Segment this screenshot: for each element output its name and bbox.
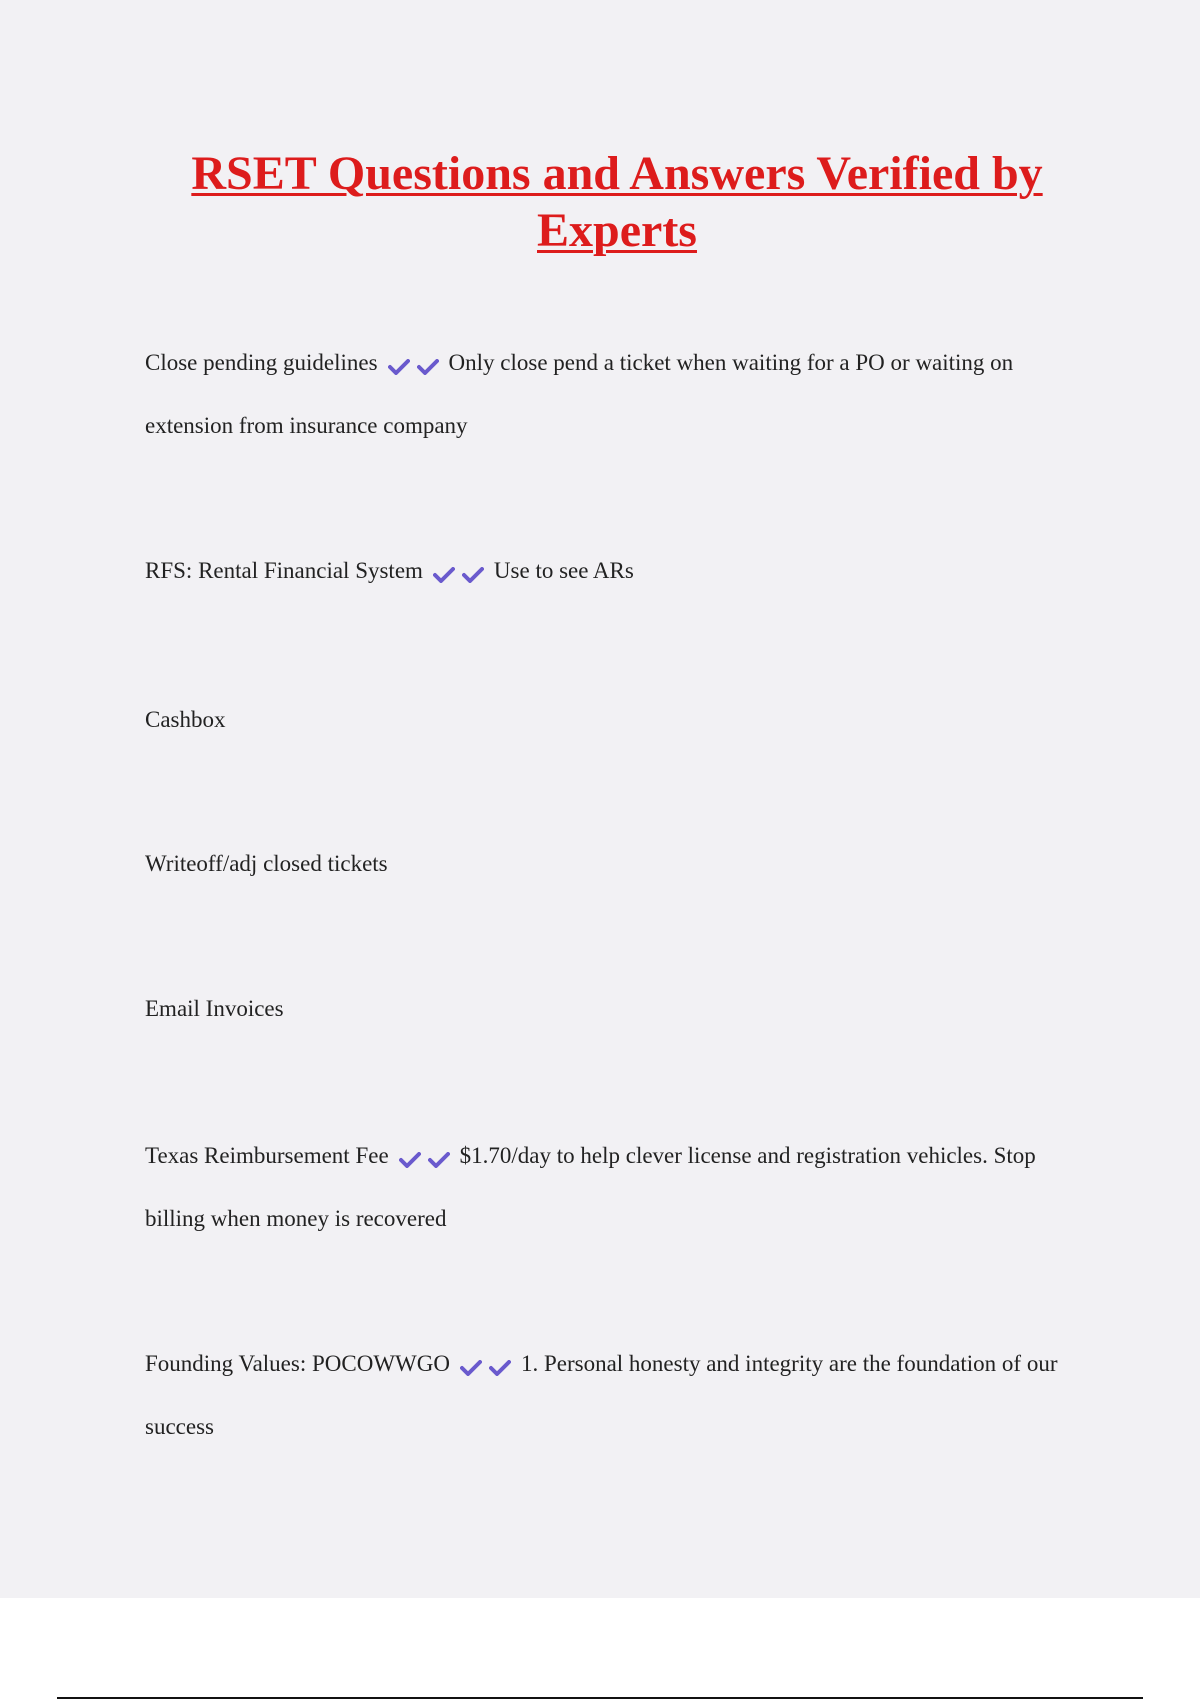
entry-term: Close pending guidelines	[145, 350, 378, 375]
page-footer-rule	[57, 1697, 1143, 1699]
verified-checkmarks	[388, 334, 446, 395]
qa-entry-texas-fee	[145, 1125, 1085, 1249]
checkmark-icon	[462, 567, 484, 583]
entry-term: Email Invoices	[145, 996, 284, 1021]
entry-answer: 1. Personal honesty and integrity are the foundation of our success	[145, 1351, 1058, 1439]
qa-entry-close-pending	[145, 332, 1085, 456]
verified-checkmarks	[399, 1127, 457, 1188]
document-title: RSET Questions and Answers Verified by Experts	[191, 147, 1043, 257]
entry-answer: Use to see ARs	[493, 558, 634, 583]
qa-entry-cashbox	[145, 689, 1085, 750]
checkmark-icon	[433, 567, 455, 583]
qa-entry-email-invoices	[145, 978, 1085, 1039]
verified-checkmarks	[433, 542, 491, 603]
entry-term: Texas Reimbursement Fee	[145, 1143, 389, 1168]
entry-term: Writeoff/adj closed tickets	[145, 851, 388, 876]
verified-checkmarks	[460, 1335, 518, 1396]
checkmark-icon	[417, 359, 439, 375]
checkmark-icon	[460, 1360, 482, 1376]
qa-entry-founding-values	[145, 1333, 1085, 1457]
checkmark-icon	[388, 359, 410, 375]
checkmark-icon	[428, 1152, 450, 1168]
checkmark-icon	[489, 1360, 511, 1376]
qa-entry-writeoff	[145, 833, 1085, 894]
checkmark-icon	[399, 1152, 421, 1168]
qa-entry-rfs	[145, 540, 1085, 603]
entry-term: Founding Values: POCOWWGO	[145, 1351, 450, 1376]
entry-term: Cashbox	[145, 707, 226, 732]
entry-answer: Only close pend a ticket when waiting for a PO or waiting on extension from insurance company	[145, 350, 1014, 438]
entry-answer: $1.70/day to help clever license and registration vehicles. Stop billing when money is recovered	[145, 1143, 1036, 1231]
entry-term: RFS: Rental Financial System	[145, 558, 423, 583]
